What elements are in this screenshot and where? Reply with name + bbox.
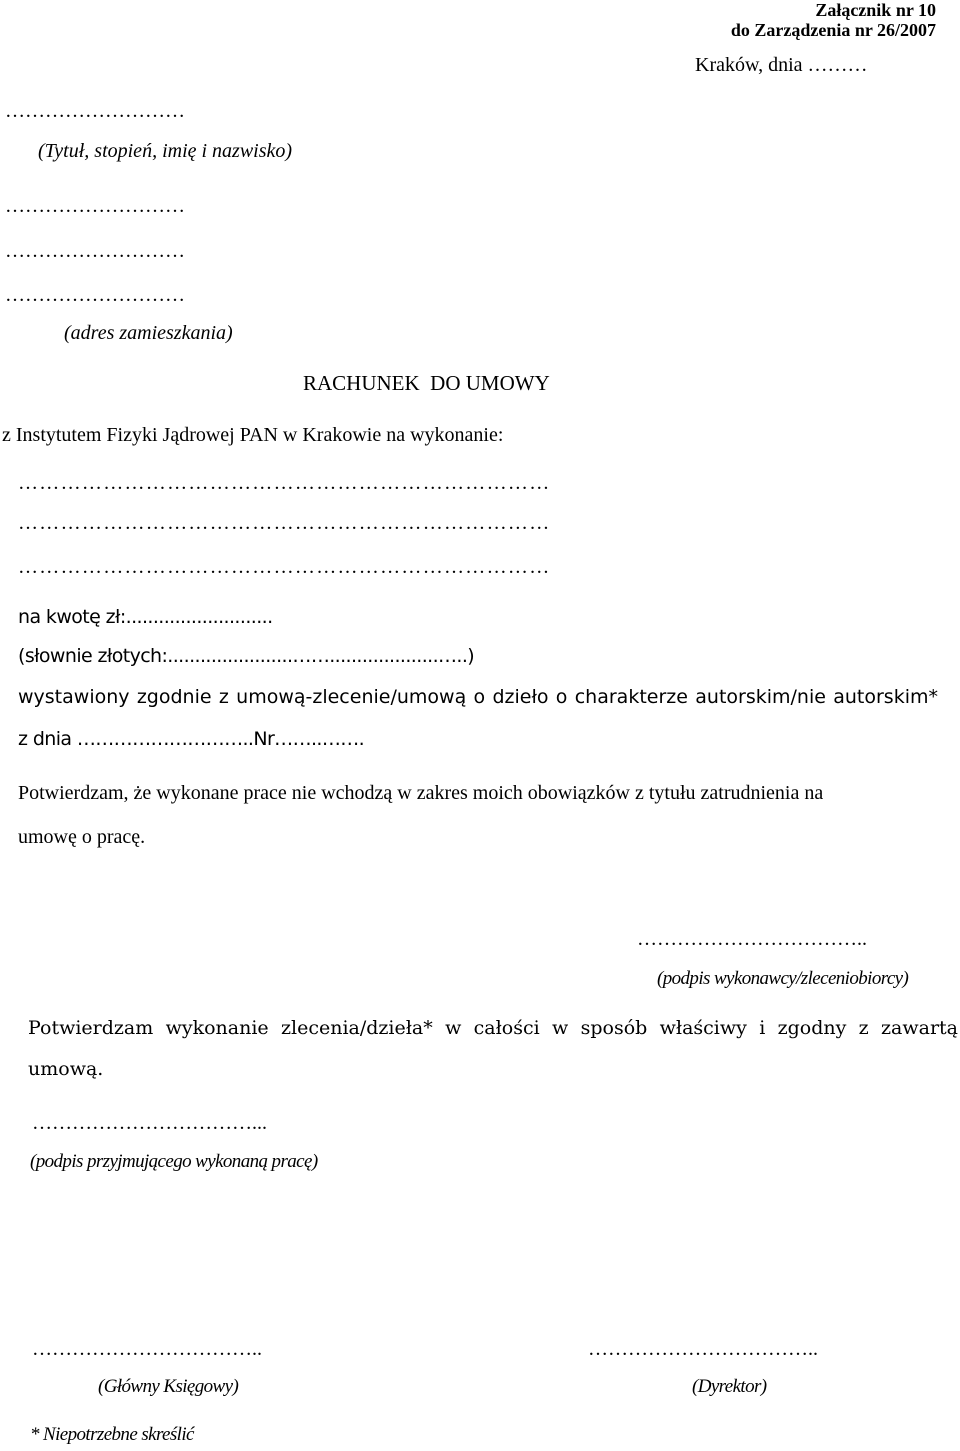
address-dots-2: ……………………… xyxy=(5,240,185,262)
amount-words: (słownie złotych:.......................……....................…..) xyxy=(18,645,475,667)
address-caption: (adres zamieszkania) xyxy=(64,322,233,344)
name-dots: ……………………… xyxy=(5,100,185,122)
work-line-2: ………………………………………………………………… xyxy=(18,512,551,534)
director-dots: …………………………….. xyxy=(588,1338,818,1360)
work-line-1: ………………………………………………………………… xyxy=(18,472,551,494)
place-date: Kraków, dnia ……… xyxy=(695,54,868,76)
intro-text: z Instytutem Fizyki Jądrowej PAN w Krakowie na wykonanie: xyxy=(2,424,504,446)
amount-line: na kwotę zł:........................... xyxy=(18,606,273,628)
work-line-3: ………………………………………………………………… xyxy=(18,556,551,578)
annex-regulation: do Zarządzenia nr 26/2007 xyxy=(730,20,936,40)
issued-line-1: wystawiony zgodnie z umową-zlecenie/umową o dzieło o charakterze autorskim/nie autorskim* xyxy=(18,686,938,708)
address-dots-1: ……………………… xyxy=(5,195,185,217)
name-caption: (Tytuł, stopień, imię i nazwisko) xyxy=(38,140,293,162)
confirmation-line-2: umowę o pracę. xyxy=(18,826,146,848)
address-dots-3: ……………………… xyxy=(5,284,185,306)
confirmation-line-1: Potwierdzam, że wykonane prace nie wchodzą w zakres moich obowiązków z tytułu zatrudnienia na xyxy=(18,782,824,804)
chief-accountant-dots: …………………………….. xyxy=(32,1338,262,1360)
receiver-signature-caption: (podpis przyjmującego wykonaną pracę) xyxy=(30,1151,318,1172)
chief-accountant-caption: (Główny Księgowy) xyxy=(98,1376,239,1397)
document-title: RACHUNEK DO UMOWY xyxy=(303,371,550,395)
receiver-signature-dots: ……………………………... xyxy=(32,1112,267,1134)
footnote: * Niepotrzebne skreślić xyxy=(30,1424,194,1445)
acceptance-line-1: Potwierdzam wykonanie zlecenia/dzieła* w całości w sposób właściwy i zgodny z zawartą xyxy=(28,1017,958,1039)
director-caption: (Dyrektor) xyxy=(692,1376,767,1397)
issued-line-2: z dnia ………………………..Nr……..……. xyxy=(18,728,365,750)
contractor-signature-caption: (podpis wykonawcy/zleceniobiorcy) xyxy=(657,968,909,989)
acceptance-line-2: umową. xyxy=(28,1058,104,1080)
contractor-signature-dots: …………………………….. xyxy=(637,928,867,950)
annex-number: Załącznik nr 10 xyxy=(815,0,936,20)
